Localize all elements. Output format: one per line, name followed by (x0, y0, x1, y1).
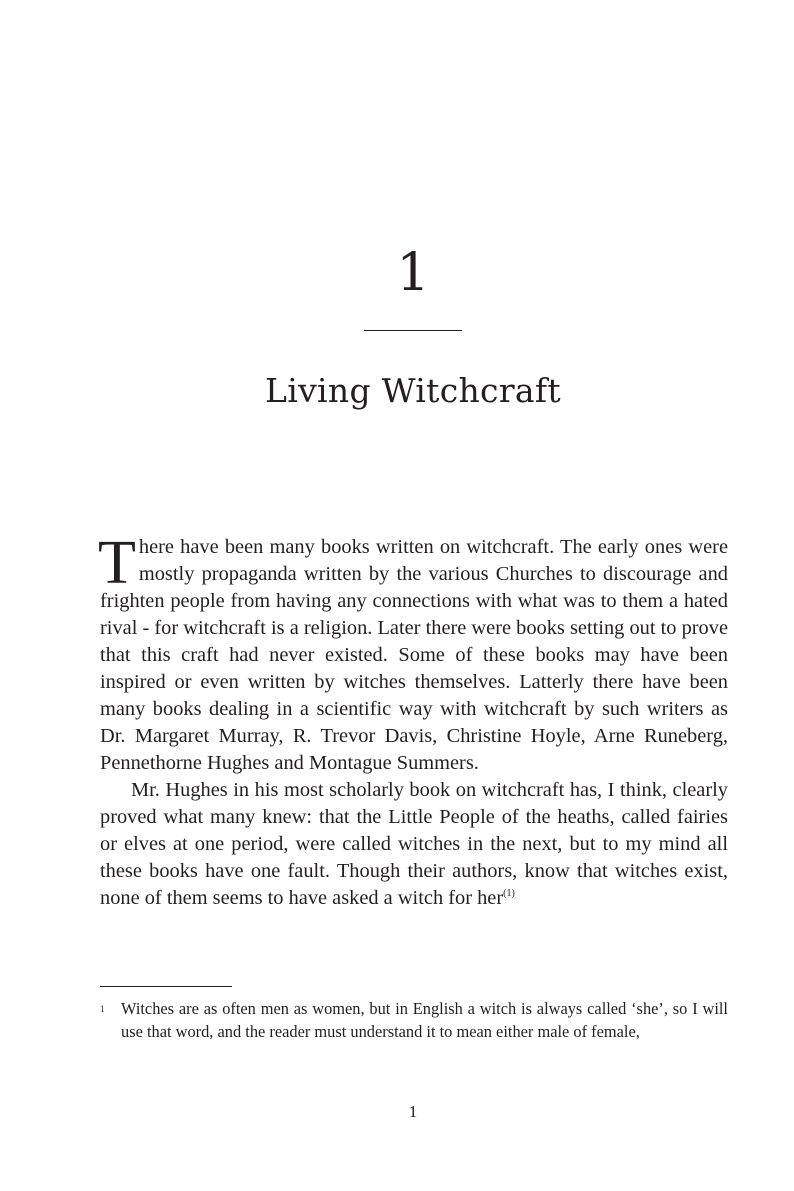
chapter-divider (364, 330, 462, 331)
paragraph-2-text: Mr. Hughes in his most scholarly book on witchcraft has, I think, clearly proved what many knew: that the Little People of the heaths, called fairies or elves at one period, were called witches in the next, but to my mind all these books have one fault. Though their authors, know that witches exist, none of them seems to have asked a witch for her (100, 779, 728, 909)
drop-cap: T (98, 529, 136, 597)
footnote (100, 998, 728, 1043)
footnote-text: Witches are as often men as women, but in English a witch is always called ‘she’, so I will use that word, and the reader must understand it to mean either male of female, (121, 999, 728, 1041)
chapter-number: 1 (396, 243, 430, 303)
body-text (98, 529, 728, 912)
chapter-title: Living Witchcraft (265, 371, 561, 410)
paragraph-1-text: here have been many books written on witchcraft. The early ones were mostly propaganda written by the various Churches to discourage and frighten people from having any connections with what was to them a hated rival - for witchcraft is a religion. Later there were books setting out to prove that this craft had never existed. Some of these books may have been inspired or even written by witches themselves. Latterly there have been many books dealing in a scientific way with witchcraft by such writers as Dr. Margaret Murray, R. Trevor Davis, Christine Hoyle, Arne Runeberg, Pennethorne Hughes and Montague Summers. (100, 536, 728, 774)
footnote-marker: 1 (100, 1004, 105, 1014)
page-number: 1 (408, 1102, 418, 1121)
paragraph-2 (100, 777, 728, 912)
footnote-reference[interactable]: (1) (503, 888, 515, 899)
paragraph-1 (98, 529, 728, 777)
footnote-divider (100, 986, 232, 987)
